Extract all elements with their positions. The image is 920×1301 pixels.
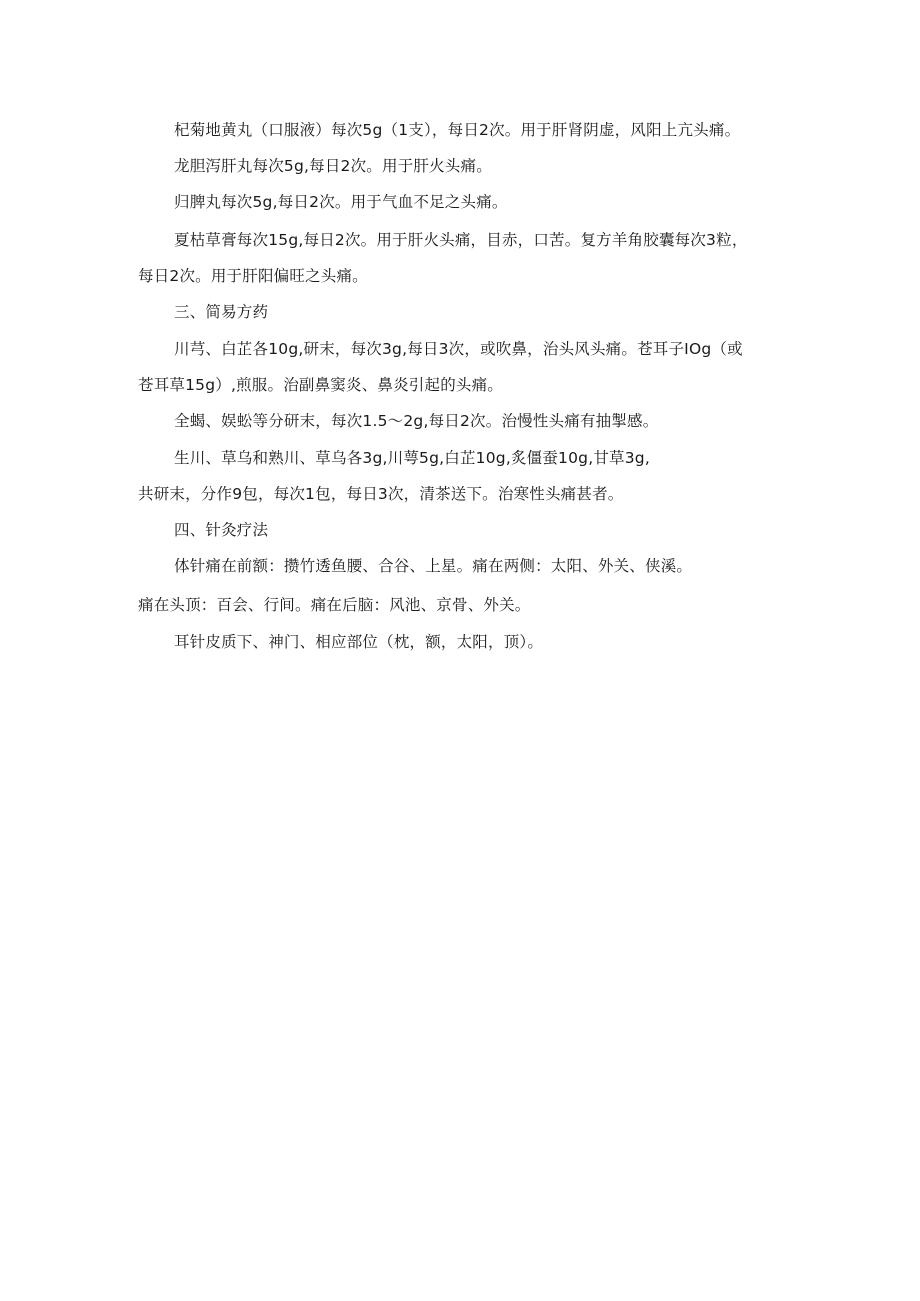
text-line-shengchuan-cont: 共研末，分作9包，每次1包，每日3次，清茶送下。治寒性头痛甚者。 bbox=[138, 485, 624, 503]
text-line-xiakucao-cont: 每日2次。用于肝阳偏旺之头痛。 bbox=[138, 267, 368, 285]
text-line-ear-needle: 耳针皮质下、神门、相应部位（枕，额，太阳，顶）。 bbox=[174, 633, 544, 651]
text-line-guipi: 归脾丸每次5g,每日2次。用于气血不足之头痛。 bbox=[174, 193, 508, 211]
section-heading-acupuncture: 四、针灸疗法 bbox=[174, 521, 269, 539]
text-line-xiakucao: 夏枯草膏每次15g,每日2次。用于肝火头痛，目赤，口苦。复方羊角胶囊每次3粒， bbox=[174, 231, 748, 249]
text-line-chuanxiong-cont: 苍耳草15g）,煎服。治副鼻窦炎、鼻炎引起的头痛。 bbox=[138, 376, 503, 394]
text-line-quanxie: 全蝎、娱蚣等分研末，每次1.5〜2g,每日2次。治慢性头痛有抽掣感。 bbox=[174, 412, 659, 430]
text-line-qiju: 杞菊地黄丸（口服液）每次5g（1支），每日2次。用于肝肾阴虚，风阳上亢头痛。 bbox=[174, 121, 741, 139]
text-line-body-needle-cont: 痛在头顶：百会、行间。痛在后脑：风池、京骨、外关。 bbox=[138, 596, 531, 614]
section-heading-simple-recipes: 三、简易方药 bbox=[174, 303, 269, 321]
text-line-longdan: 龙胆泻肝丸每次5g,每日2次。用于肝火头痛。 bbox=[174, 157, 492, 175]
text-line-body-needle: 体针痛在前额：攒竹透鱼腰、合谷、上星。痛在两侧：太阳、外关、侠溪。 bbox=[174, 557, 693, 575]
text-line-chuanxiong: 川芎、白芷各10g,研末，每次3g,每日3次，或吹鼻，治头风头痛。苍耳子IOg（或 bbox=[174, 340, 743, 358]
text-line-shengchuan: 生川、草乌和熟川、草乌各3g,川萼5g,白芷10g,炙僵蚕10g,甘草3g, bbox=[174, 449, 650, 467]
